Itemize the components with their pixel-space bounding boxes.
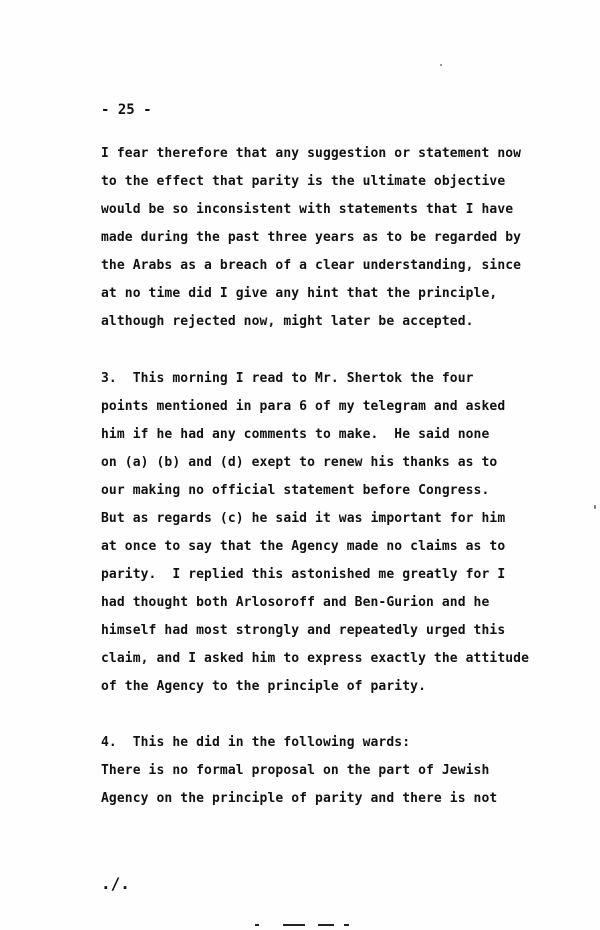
text-line: on (a) (b) and (d) exept to renew his thanks as to [101, 455, 498, 470]
scan-speck [440, 64, 442, 66]
text-line: But as regards (c) he said it was important for him [101, 511, 506, 526]
text-line: had thought both Arlosoroff and Ben-Gurion and he [101, 595, 490, 610]
text-line: of the Agency to the principle of parity. [101, 679, 426, 694]
text-line: There is no formal proposal on the part of Jewish [101, 763, 490, 778]
scan-edge-mark [255, 924, 259, 926]
continuation-mark: ./. [101, 874, 130, 893]
text-line: points mentioned in para 6 of my telegram and asked [101, 399, 506, 414]
text-line: claim, and I asked him to express exactly the attitude [101, 651, 530, 666]
text-line: the Arabs as a breach of a clear understanding, since [101, 258, 522, 273]
text-line: himself had most strongly and repeatedly urged this [101, 623, 506, 638]
scan-edge-mark [344, 924, 349, 926]
text-line: to the effect that parity is the ultimate objective [101, 174, 506, 189]
text-line: at no time did I give any hint that the principle, [101, 286, 498, 301]
scan-edge-mark [318, 924, 334, 926]
text-line: Agency on the principle of parity and there is not [101, 791, 498, 806]
text-line: 4. This he did in the following wards: [101, 735, 411, 750]
scan-edge-mark [283, 924, 305, 926]
text-line: although rejected now, might later be accepted. [101, 314, 474, 329]
text-line: parity. I replied this astonished me greatly for I [101, 567, 506, 582]
text-line: made during the past three years as to be regarded by [101, 230, 522, 245]
text-line: him if he had any comments to make. He said none [101, 427, 490, 442]
text-line: our making no official statement before Congress. [101, 483, 490, 498]
scan-speck [594, 505, 596, 509]
page-number: - 25 - [101, 102, 152, 118]
text-line: 3. This morning I read to Mr. Shertok the four [101, 371, 474, 386]
text-line: at once to say that the Agency made no claims as to [101, 539, 506, 554]
text-line: I fear therefore that any suggestion or statement now [101, 146, 522, 161]
text-line: would be so inconsistent with statements that I have [101, 202, 514, 217]
